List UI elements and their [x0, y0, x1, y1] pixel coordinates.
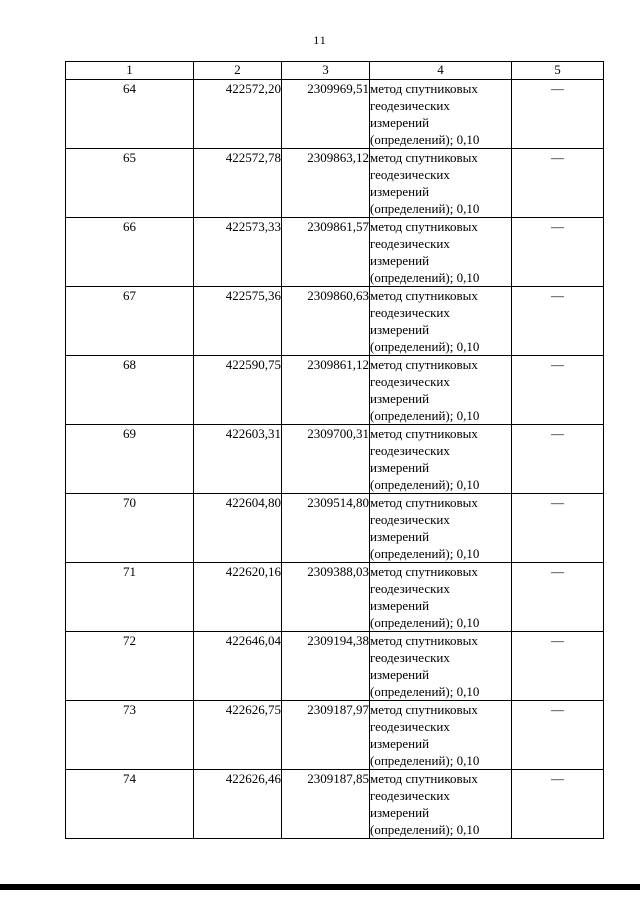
x-coordinate-cell: 422572,78 [194, 149, 282, 218]
table-row [66, 287, 604, 356]
method-line: метод спутниковых [370, 357, 478, 372]
method-cell [370, 218, 512, 287]
point-number-cell: 71 [66, 563, 194, 632]
note-cell: — [512, 149, 604, 218]
method-line: (определений); 0,10 [370, 822, 480, 837]
column-header: 1 [66, 62, 194, 80]
method-line: геодезических [370, 581, 450, 596]
y-coordinate-cell: 2309187,85 [282, 770, 370, 839]
point-number-cell: 73 [66, 701, 194, 770]
x-coordinate-cell: 422626,46 [194, 770, 282, 839]
method-line: геодезических [370, 236, 450, 251]
x-coordinate-cell: 422575,36 [194, 287, 282, 356]
table-row [66, 425, 604, 494]
method-line: (определений); 0,10 [370, 270, 480, 285]
y-coordinate-cell: 2309969,51 [282, 80, 370, 149]
y-coordinate-cell: 2309860,63 [282, 287, 370, 356]
note-cell: — [512, 80, 604, 149]
x-coordinate-cell: 422603,31 [194, 425, 282, 494]
method-line: измерений [370, 736, 430, 751]
method-line: (определений); 0,10 [370, 201, 480, 216]
method-cell [370, 287, 512, 356]
method-line: метод спутниковых [370, 150, 478, 165]
x-coordinate-cell: 422573,33 [194, 218, 282, 287]
method-line: измерений [370, 184, 430, 199]
method-line: метод спутниковых [370, 564, 478, 579]
method-line: измерений [370, 391, 430, 406]
point-number-cell: 72 [66, 632, 194, 701]
table-row [66, 149, 604, 218]
method-line: измерений [370, 253, 430, 268]
point-number-cell: 74 [66, 770, 194, 839]
method-line: геодезических [370, 719, 450, 734]
method-line: геодезических [370, 512, 450, 527]
point-number-cell: 64 [66, 80, 194, 149]
method-line: измерений [370, 805, 430, 820]
method-line: измерений [370, 529, 430, 544]
method-line: измерений [370, 115, 430, 130]
method-cell [370, 494, 512, 563]
method-cell [370, 701, 512, 770]
table-row [66, 356, 604, 425]
method-line: (определений); 0,10 [370, 408, 480, 423]
y-coordinate-cell: 2309187,97 [282, 701, 370, 770]
method-line: геодезических [370, 650, 450, 665]
table-row [66, 563, 604, 632]
method-line: геодезических [370, 167, 450, 182]
method-line: метод спутниковых [370, 702, 478, 717]
column-header: 4 [370, 62, 512, 80]
table-header-row [66, 62, 604, 80]
x-coordinate-cell: 422620,16 [194, 563, 282, 632]
x-coordinate-cell: 422626,75 [194, 701, 282, 770]
method-cell [370, 425, 512, 494]
method-cell [370, 356, 512, 425]
point-number-cell: 70 [66, 494, 194, 563]
table-body [66, 80, 604, 839]
point-number-cell: 65 [66, 149, 194, 218]
table-row [66, 80, 604, 149]
method-line: измерений [370, 667, 430, 682]
method-line: метод спутниковых [370, 771, 478, 786]
method-line: (определений); 0,10 [370, 753, 480, 768]
table-row [66, 494, 604, 563]
note-cell: — [512, 701, 604, 770]
method-line: (определений); 0,10 [370, 132, 480, 147]
method-line: (определений); 0,10 [370, 546, 480, 561]
column-header: 3 [282, 62, 370, 80]
y-coordinate-cell: 2309194,38 [282, 632, 370, 701]
note-cell: — [512, 632, 604, 701]
method-cell [370, 149, 512, 218]
x-coordinate-cell: 422646,04 [194, 632, 282, 701]
y-coordinate-cell: 2309863,12 [282, 149, 370, 218]
point-number-cell: 69 [66, 425, 194, 494]
method-line: геодезических [370, 305, 450, 320]
method-line: (определений); 0,10 [370, 684, 480, 699]
bottom-rule [0, 884, 640, 890]
method-line: геодезических [370, 443, 450, 458]
method-line: геодезических [370, 788, 450, 803]
method-line: метод спутниковых [370, 426, 478, 441]
x-coordinate-cell: 422604,80 [194, 494, 282, 563]
y-coordinate-cell: 2309514,80 [282, 494, 370, 563]
method-line: (определений); 0,10 [370, 615, 480, 630]
method-line: метод спутниковых [370, 288, 478, 303]
note-cell: — [512, 356, 604, 425]
note-cell: — [512, 770, 604, 839]
method-line: (определений); 0,10 [370, 339, 480, 354]
y-coordinate-cell: 2309861,57 [282, 218, 370, 287]
method-line: геодезических [370, 98, 450, 113]
method-cell [370, 770, 512, 839]
x-coordinate-cell: 422590,75 [194, 356, 282, 425]
x-coordinate-cell: 422572,20 [194, 80, 282, 149]
y-coordinate-cell: 2309388,03 [282, 563, 370, 632]
method-cell [370, 563, 512, 632]
method-line: метод спутниковых [370, 219, 478, 234]
table-row [66, 701, 604, 770]
method-line: (определений); 0,10 [370, 477, 480, 492]
table-row [66, 218, 604, 287]
column-header: 2 [194, 62, 282, 80]
method-line: измерений [370, 598, 430, 613]
method-line: измерений [370, 460, 430, 475]
method-line: метод спутниковых [370, 633, 478, 648]
y-coordinate-cell: 2309700,31 [282, 425, 370, 494]
page-number: 11 [313, 33, 327, 47]
table-row [66, 770, 604, 839]
note-cell: — [512, 218, 604, 287]
note-cell: — [512, 287, 604, 356]
note-cell: — [512, 425, 604, 494]
method-line: измерений [370, 322, 430, 337]
method-cell [370, 632, 512, 701]
method-cell [370, 80, 512, 149]
table-row [66, 632, 604, 701]
method-line: метод спутниковых [370, 495, 478, 510]
note-cell: — [512, 494, 604, 563]
note-cell: — [512, 563, 604, 632]
method-line: геодезических [370, 374, 450, 389]
method-line: метод спутниковых [370, 81, 478, 96]
coordinates-table [65, 61, 604, 839]
point-number-cell: 66 [66, 218, 194, 287]
column-header: 5 [512, 62, 604, 80]
point-number-cell: 67 [66, 287, 194, 356]
y-coordinate-cell: 2309861,12 [282, 356, 370, 425]
point-number-cell: 68 [66, 356, 194, 425]
